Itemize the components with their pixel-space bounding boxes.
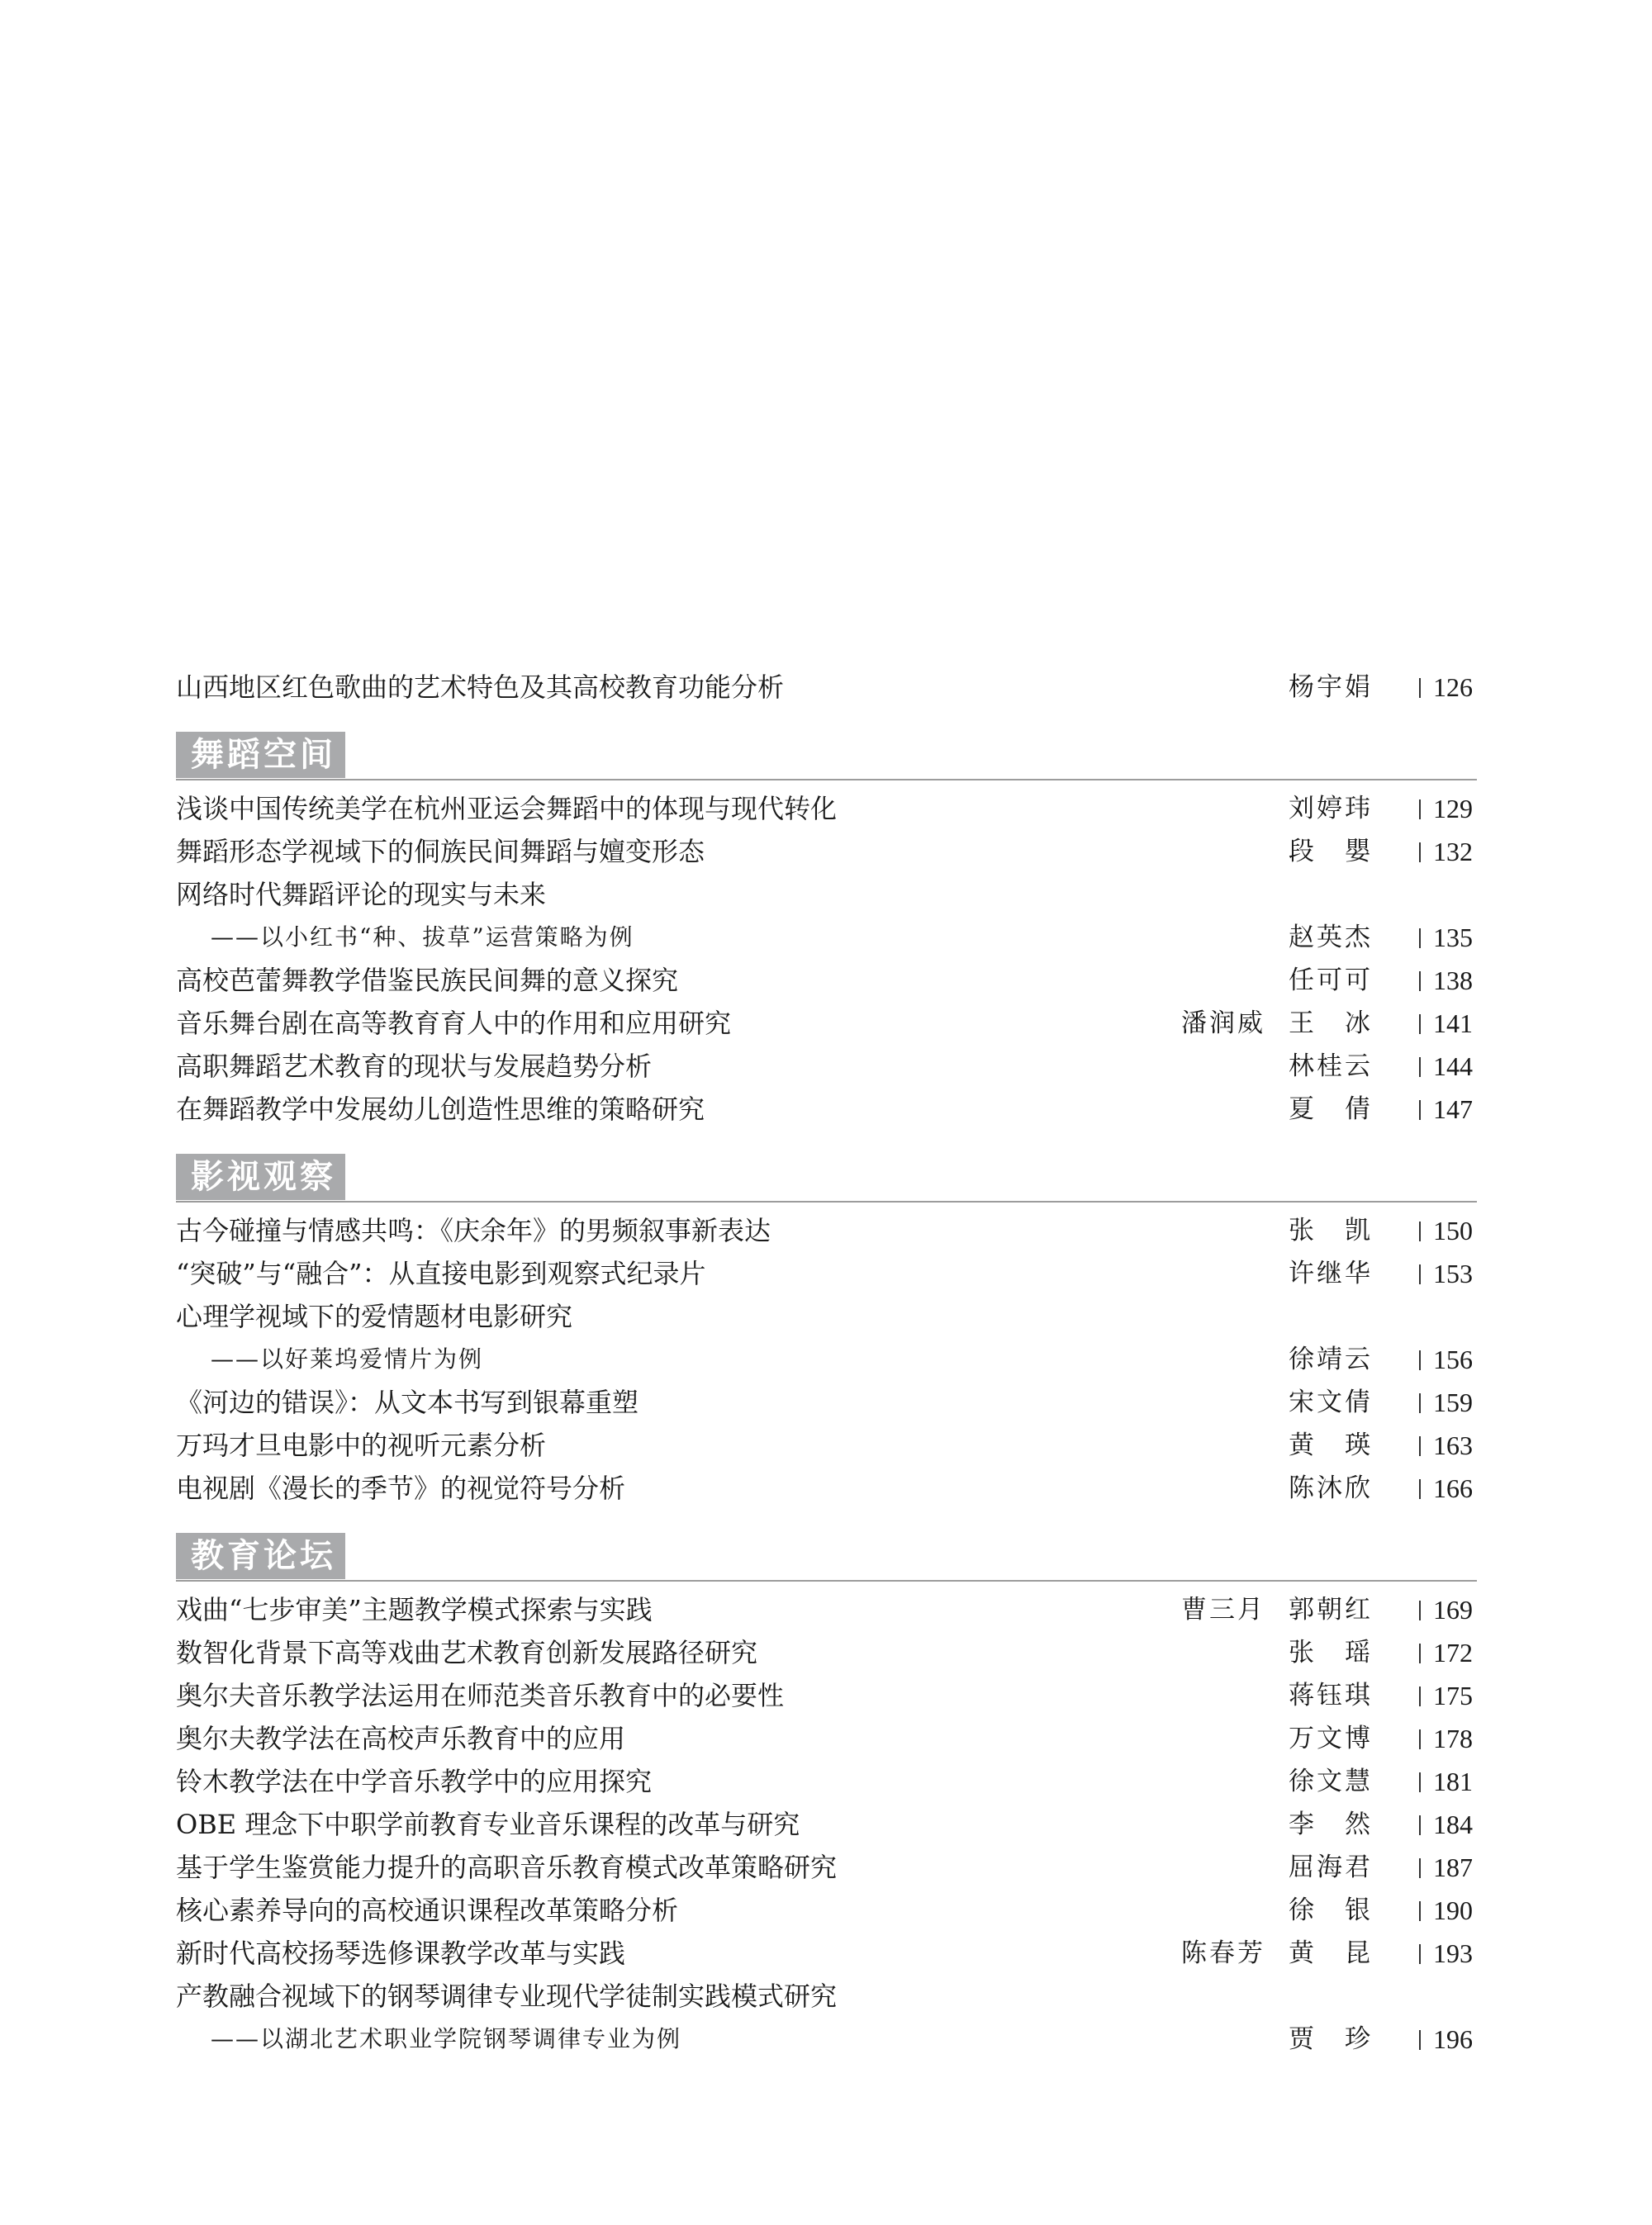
entry-author: 徐 银 [1289, 1895, 1373, 1925]
section-rule [176, 779, 1477, 780]
toc-entry [0, 666, 1652, 709]
entry-author: 林桂云 [1289, 1051, 1373, 1081]
toc-entry [0, 1424, 1652, 1467]
entry-page-number: 141 [1433, 1008, 1473, 1038]
entry-page-number: 166 [1433, 1473, 1473, 1503]
entry-page-number: 135 [1433, 923, 1473, 952]
page-separator [1419, 1815, 1421, 1835]
page-separator [1419, 842, 1421, 862]
toc-entry [0, 1760, 1652, 1803]
entry-title: 奥尔夫音乐教学法运用在师范类音乐教育中的必要性 [176, 1680, 785, 1711]
entry-author: 万文博 [1289, 1724, 1373, 1753]
entry-page-number: 193 [1433, 1938, 1473, 1968]
toc-entry [0, 830, 1652, 873]
entry-author: 夏 倩 [1289, 1094, 1373, 1124]
section-rule [176, 1201, 1477, 1203]
section-rule [176, 1580, 1477, 1582]
entry-author: 黄 昆 [1289, 1938, 1373, 1968]
entry-title: 在舞蹈教学中发展幼儿创造性思维的策略研究 [176, 1094, 705, 1125]
entry-title: 基于学生鉴赏能力提升的高职音乐教育模式改革策略研究 [176, 1852, 838, 1883]
entry-subtitle: ——以湖北艺术职业学院钢琴调律专业为例 [211, 2025, 682, 2052]
page-separator [1419, 1901, 1421, 1921]
entry-title: 奥尔夫教学法在高校声乐教育中的应用 [176, 1723, 626, 1754]
toc-entry [0, 1932, 1652, 1975]
toc-entry [0, 1631, 1652, 1674]
entry-title: 新时代高校扬琴选修课教学改革与实践 [176, 1938, 626, 1969]
entry-subtitle: ——以小红书“种、拔草”运营策略为例 [211, 923, 634, 951]
entry-author: 刘婷玮 [1289, 794, 1373, 823]
entry-title: 浅谈中国传统美学在杭州亚运会舞蹈中的体现与现代转化 [176, 793, 838, 824]
entry-author: 张 瑶 [1289, 1638, 1373, 1668]
entry-page-number: 153 [1433, 1259, 1473, 1288]
section-heading-label: 影视观察 [176, 1154, 345, 1200]
entry-page-number: 181 [1433, 1767, 1473, 1796]
toc-entry [0, 1674, 1652, 1717]
entry-author: 蒋钰琪 [1289, 1681, 1373, 1710]
entry-author: 贾 珍 [1289, 2024, 1373, 2054]
entry-page-number: 172 [1433, 1638, 1473, 1668]
section-heading-label: 教育论坛 [176, 1533, 345, 1579]
entry-author: 黄 瑛 [1289, 1430, 1373, 1460]
toc-entry [0, 1252, 1652, 1295]
entry-title: 数智化背景下高等戏曲艺术教育创新发展路径研究 [176, 1637, 758, 1668]
page-separator [1419, 1944, 1421, 1964]
entry-title: 戏曲“七步审美”主题教学模式探索与实践 [176, 1594, 653, 1625]
toc-entry [0, 1381, 1652, 1424]
page-separator [1419, 1057, 1421, 1077]
section-heading [0, 1533, 1652, 1584]
entry-page-number: 190 [1433, 1895, 1473, 1925]
entry-title: 《河边的错误》：从文本书写到银幕重塑 [176, 1387, 639, 1418]
entry-title: 产教融合视域下的钢琴调律专业现代学徒制实践模式研究 [176, 1981, 838, 2012]
entry-author: 徐文慧 [1289, 1767, 1373, 1796]
page-separator [1419, 1436, 1421, 1456]
toc-entry [0, 1717, 1652, 1760]
entry-title: 核心素养导向的高校通识课程改革策略分析 [176, 1895, 679, 1926]
toc-entry [0, 1588, 1652, 1631]
toc-entry [0, 1846, 1652, 1889]
entry-author: 屈海君 [1289, 1853, 1373, 1882]
toc-entry [0, 959, 1652, 1002]
entry-page-number: 187 [1433, 1853, 1473, 1882]
entry-page-number: 196 [1433, 2024, 1473, 2054]
toc-entry [0, 1045, 1652, 1088]
page-separator [1419, 1772, 1421, 1792]
page-separator [1419, 971, 1421, 991]
entry-page-number: 178 [1433, 1724, 1473, 1753]
section-heading-label: 舞蹈空间 [176, 732, 345, 778]
entry-page-number: 175 [1433, 1681, 1473, 1710]
entry-title: 网络时代舞蹈评论的现实与未来 [176, 879, 547, 910]
page-separator [1419, 928, 1421, 948]
toc-entry [0, 1209, 1652, 1252]
page-separator [1419, 1644, 1421, 1663]
toc-entry [0, 1088, 1652, 1131]
entry-author: 张 凯 [1289, 1216, 1373, 1245]
entry-author: 段 嬰 [1289, 837, 1373, 866]
entry-page-number: 163 [1433, 1430, 1473, 1460]
entry-title: 山西地区红色歌曲的艺术特色及其高校教育功能分析 [176, 671, 785, 703]
toc-entry [0, 1975, 1652, 2018]
entry-title: 舞蹈形态学视域下的侗族民间舞蹈与嬗变形态 [176, 836, 705, 867]
page-separator [1419, 1350, 1421, 1370]
page-separator [1419, 799, 1421, 819]
entry-page-number: 169 [1433, 1595, 1473, 1625]
entry-page-number: 144 [1433, 1051, 1473, 1081]
entry-coauthor: 陈春芳 [1181, 1938, 1265, 1968]
entry-page-number: 132 [1433, 837, 1473, 866]
page-separator [1419, 1601, 1421, 1620]
entry-author: 宋文倩 [1289, 1388, 1373, 1417]
toc-entry-subtitle [0, 2018, 1652, 2061]
toc-entry [0, 1467, 1652, 1510]
page-separator [1419, 1687, 1421, 1706]
entry-title: 电视剧《漫长的季节》的视觉符号分析 [176, 1473, 626, 1504]
section-heading [0, 1154, 1652, 1205]
section-heading [0, 732, 1652, 783]
entry-author: 许继华 [1289, 1259, 1373, 1288]
entry-coauthor: 潘润威 [1181, 1008, 1265, 1038]
entry-author: 李 然 [1289, 1810, 1373, 1839]
entry-author: 赵英杰 [1289, 923, 1373, 952]
entry-page-number: 150 [1433, 1216, 1473, 1245]
toc-entry [0, 1002, 1652, 1045]
toc-entry [0, 787, 1652, 830]
entry-page-number: 159 [1433, 1388, 1473, 1417]
entry-coauthor: 曹三月 [1181, 1595, 1265, 1625]
entry-title: 万玛才旦电影中的视听元素分析 [176, 1430, 547, 1461]
entry-page-number: 147 [1433, 1094, 1473, 1124]
entry-page-number: 138 [1433, 965, 1473, 995]
toc-entry [0, 1889, 1652, 1932]
entry-page-number: 129 [1433, 794, 1473, 823]
entry-title: 高校芭蕾舞教学借鉴民族民间舞的意义探究 [176, 965, 679, 996]
entry-page-number: 184 [1433, 1810, 1473, 1839]
page-separator [1419, 1729, 1421, 1749]
page-separator [1419, 1858, 1421, 1878]
toc-entry [0, 1803, 1652, 1846]
entry-author: 杨宇娟 [1289, 672, 1373, 702]
page-separator [1419, 1393, 1421, 1413]
toc-entry [0, 873, 1652, 916]
entry-author: 陈沐欣 [1289, 1473, 1373, 1503]
entry-title: 铃木教学法在中学音乐教学中的应用探究 [176, 1766, 653, 1797]
entry-author: 郭朝红 [1289, 1595, 1373, 1625]
page-separator [1419, 2030, 1421, 2050]
entry-title: 高职舞蹈艺术教育的现状与发展趋势分析 [176, 1051, 653, 1082]
page-separator [1419, 1222, 1421, 1241]
entry-author: 王 冰 [1289, 1008, 1373, 1038]
entry-title: “突破”与“融合”：从直接电影到观察式纪录片 [176, 1258, 706, 1289]
entry-subtitle: ——以好莱坞爱情片为例 [211, 1345, 484, 1373]
page-separator [1419, 1100, 1421, 1120]
entry-title: 音乐舞台剧在高等教育育人中的作用和应用研究 [176, 1008, 732, 1039]
entry-page-number: 156 [1433, 1345, 1473, 1374]
entry-author: 任可可 [1289, 965, 1373, 995]
page-separator [1419, 1264, 1421, 1284]
page-separator [1419, 1014, 1421, 1034]
entry-title: OBE 理念下中职学前教育专业音乐课程的改革与研究 [176, 1809, 800, 1840]
toc-entry-subtitle [0, 916, 1652, 959]
page-separator [1419, 678, 1421, 698]
entry-title: 古今碰撞与情感共鸣：《庆余年》的男频叙事新表达 [176, 1215, 771, 1246]
toc-entry-subtitle [0, 1338, 1652, 1381]
page-separator [1419, 1479, 1421, 1499]
entry-page-number: 126 [1433, 672, 1473, 702]
entry-author: 徐靖云 [1289, 1345, 1373, 1374]
toc-entry [0, 1295, 1652, 1338]
entry-title: 心理学视域下的爱情题材电影研究 [176, 1301, 573, 1332]
